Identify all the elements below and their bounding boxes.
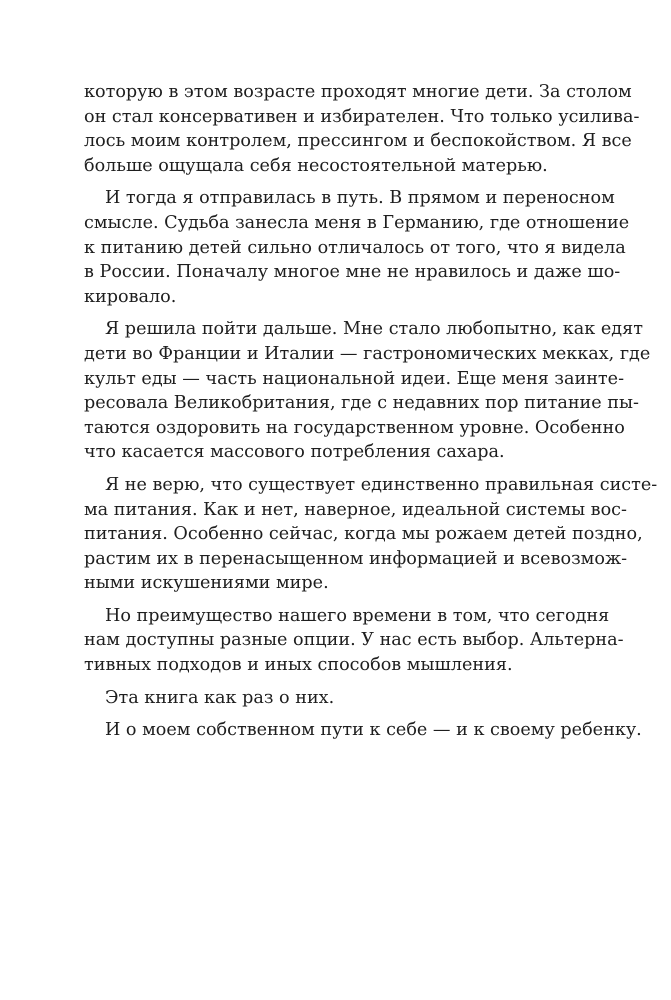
paragraph-3 [84,317,651,465]
text-line: растим их в перенасыщенном информацией и всевозмож- [84,548,628,569]
text-line: культ еды — часть национальной идеи. Еще меня заинте- [84,368,625,389]
paragraph-1 [84,80,640,178]
text-line: ма питания. Как и нет, наверное, идеальной системы вос- [84,499,627,520]
text-line: кировало. [84,286,177,307]
text-line: в России. Поначалу многое мне не нравилось и даже шо- [84,262,621,283]
text-line: таются оздоровить на государственном уровне. Особенно [84,417,625,438]
text-line: Эта книга как раз о них. [105,687,335,708]
paragraph-2 [84,186,630,309]
paragraph-7 [84,718,642,743]
text-line: больше ощущала себя несостоятельной матерью. [84,155,548,176]
paragraph-6 [84,686,548,711]
text-line: Я решила пойти дальше. Мне стало любопытно, как едят [105,319,643,340]
text-line: И о моем собственном пути к себе — и к своему ребенку. [105,720,642,741]
text-line: Но преимущество нашего времени в том, что сегодня [105,605,610,626]
text-line: лось моим контролем, прессингом и беспокойством. Я все [84,131,632,152]
text-line: к питанию детей сильно отличалось от того, что я видела [84,237,626,258]
text-line: что касается массового потребления сахара. [84,442,505,463]
text-line: дети во Франции и Италии — гастрономических мекках, где [84,343,651,364]
text-line: И тогда я отправилась в путь. В прямом и переносном [105,188,615,209]
paragraph-5 [84,604,624,678]
text-line: ресовала Великобритания, где с недавних пор питание пы- [84,393,639,414]
paragraph-4 [84,473,658,596]
text-line: питания. Особенно сейчас, когда мы рожаем детей поздно, [84,524,643,545]
text-line: тивных подходов и иных способов мышления. [84,655,513,676]
text-line: ными искушениями мире. [84,573,329,594]
text-line: нам доступны разные опции. У нас есть выбор. Альтерна- [84,630,624,651]
text-line: смысле. Судьба занесла меня в Германию, где отношение [84,212,630,233]
text-line: он стал консервативен и избирателен. Что только усилива- [84,106,640,127]
text-line: Я не верю, что существует единственно правильная систе- [105,474,658,495]
text-line: которую в этом возрасте проходят многие дети. За столом [84,82,632,102]
body-text [84,80,658,751]
